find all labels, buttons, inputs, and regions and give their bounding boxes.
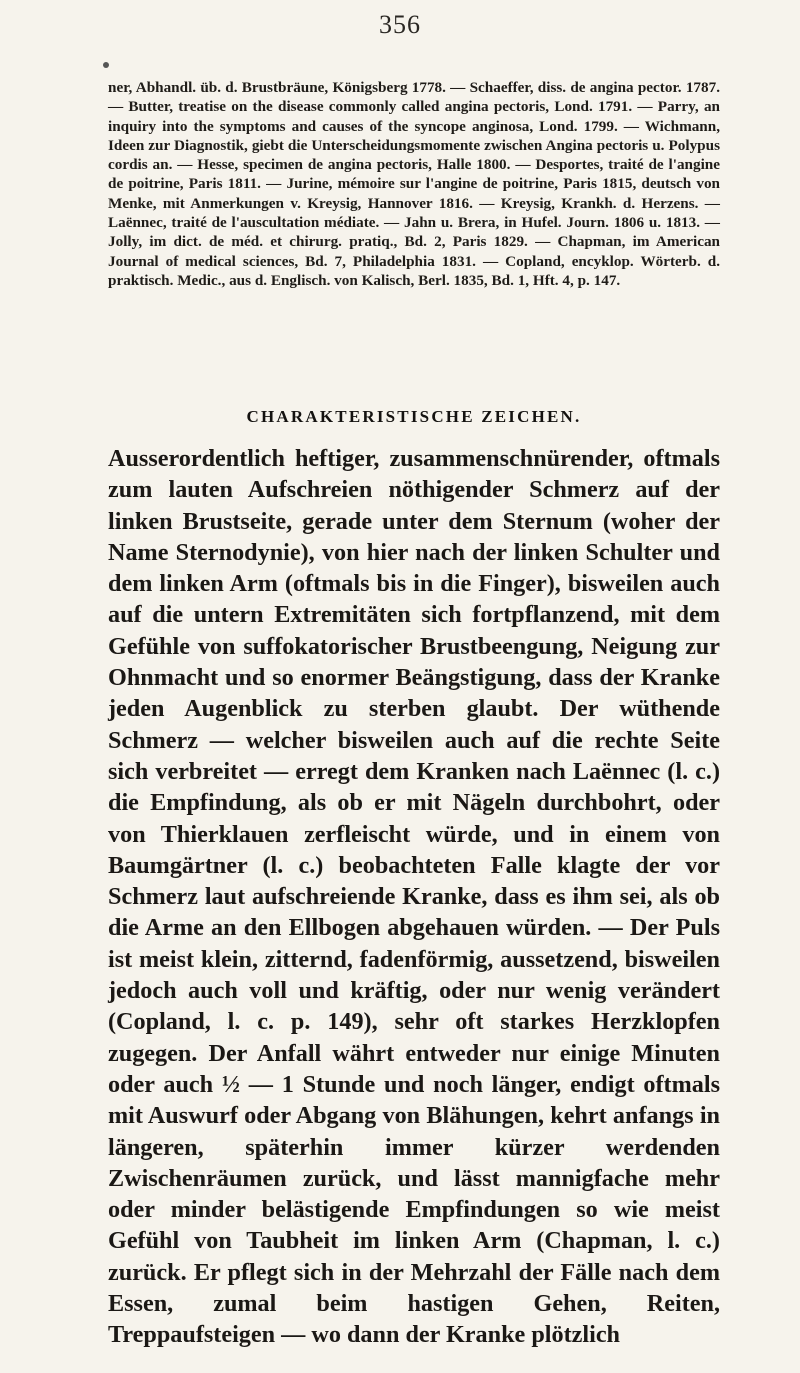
page-number: 356 [379, 10, 421, 39]
ink-mark [103, 62, 109, 68]
bibliography-paragraph: ner, Abhandl. üb. d. Brustbräune, Königsberg 1778. — Schaeffer, diss. de angina pector. 1787. — Butter, treatise on the disease commonly called angina pectoris, Lond. 1791. — Parry, an inquiry into the symptoms and causes of the syncope anginosa, Lond. 1799. — Wichmann, Ideen zur Diagnostik, giebt die Unterscheidungsmomente zwischen Angina pectoris u. Polypus cordis an. — Hesse, specimen de angina pectoris, Halle 1800. — Desportes, traité de l'angine de poitrine, Paris 1811. — Jurine, mémoire sur l'angine de poitrine, Paris 1815, deutsch von Menke, mit Anmerkungen v. Kreysig, Hannover 1816. — Kreysig, Krankh. d. Herzens. — Laënnec, traité de l'auscultation médiate. — Jahn u. Brera, in Hufel. Journ. 1806 u. 1813. — Jolly, im dict. de méd. et chirurg. pratiq., Bd. 2, Paris 1829. — Chapman, im American Journal of medical sciences, Bd. 7, Philadelphia 1831. — Copland, encyklop. Wörterb. d. praktisch. Medic., aus d. Englisch. von Kalisch, Berl. 1835, Bd. 1, Hft. 4, p. 147. [108, 79, 720, 289]
section-heading: CHARAKTERISTISCHE ZEICHEN. [246, 407, 582, 426]
body-paragraph: Ausserordentlich heftiger, zusammenschnürender, oftmals zum lauten Aufschreien nöthigender Schmerz auf der linken Brustseite, gerade unter dem Sternum (woher der Name Sternodynie), von hier nach der linken Schulter und dem linken Arm (oftmals bis in die Finger), bisweilen auch auf die untern Extremitäten sich fortpflanzend, mit dem Gefühle von suffokatorischer Brustbeengung, Neigung zur Ohnmacht und so enormer Beängstigung, dass der Kranke jeden Augenblick zu sterben glaubt. Der wüthende Schmerz — welcher bisweilen auch auf die rechte Seite sich verbreitet — erregt dem Kranken nach Laënnec (l. c.) die Empfindung, als ob er mit Nägeln durchbohrt, oder von Thierklauen zerfleischt würde, und in einem von Baumgärtner (l. c.) beobachteten Falle klagte der vor Schmerz laut aufschreiende Kranke, dass es ihm sei, als ob die Arme an den Ellbogen abgehauen würden. — Der Puls ist meist klein, zitternd, fadenförmig, aussetzend, bisweilen jedoch auch voll und kräftig, oder nur wenig verändert (Copland, l. c. p. 149), sehr oft starkes Herzklopfen zugegen. Der Anfall währt entweder nur einige Minuten oder auch ½ — 1 Stunde und noch länger, endigt oftmals mit Auswurf oder Abgang von Blähungen, kehrt anfangs in längeren, späterhin immer kürzer werdenden Zwischenräumen zurück, und lässt mannigfache mehr oder minder belästigende Empfindungen so wie meist Gefühl von Taubheit im linken Arm (Chapman, l. c.) zurück. Er pflegt sich in der Mehrzahl der Fälle nach dem Essen, zumal beim hastigen Gehen, Reiten, Treppaufsteigen — wo dann der Kranke plötzlich [108, 445, 720, 1349]
